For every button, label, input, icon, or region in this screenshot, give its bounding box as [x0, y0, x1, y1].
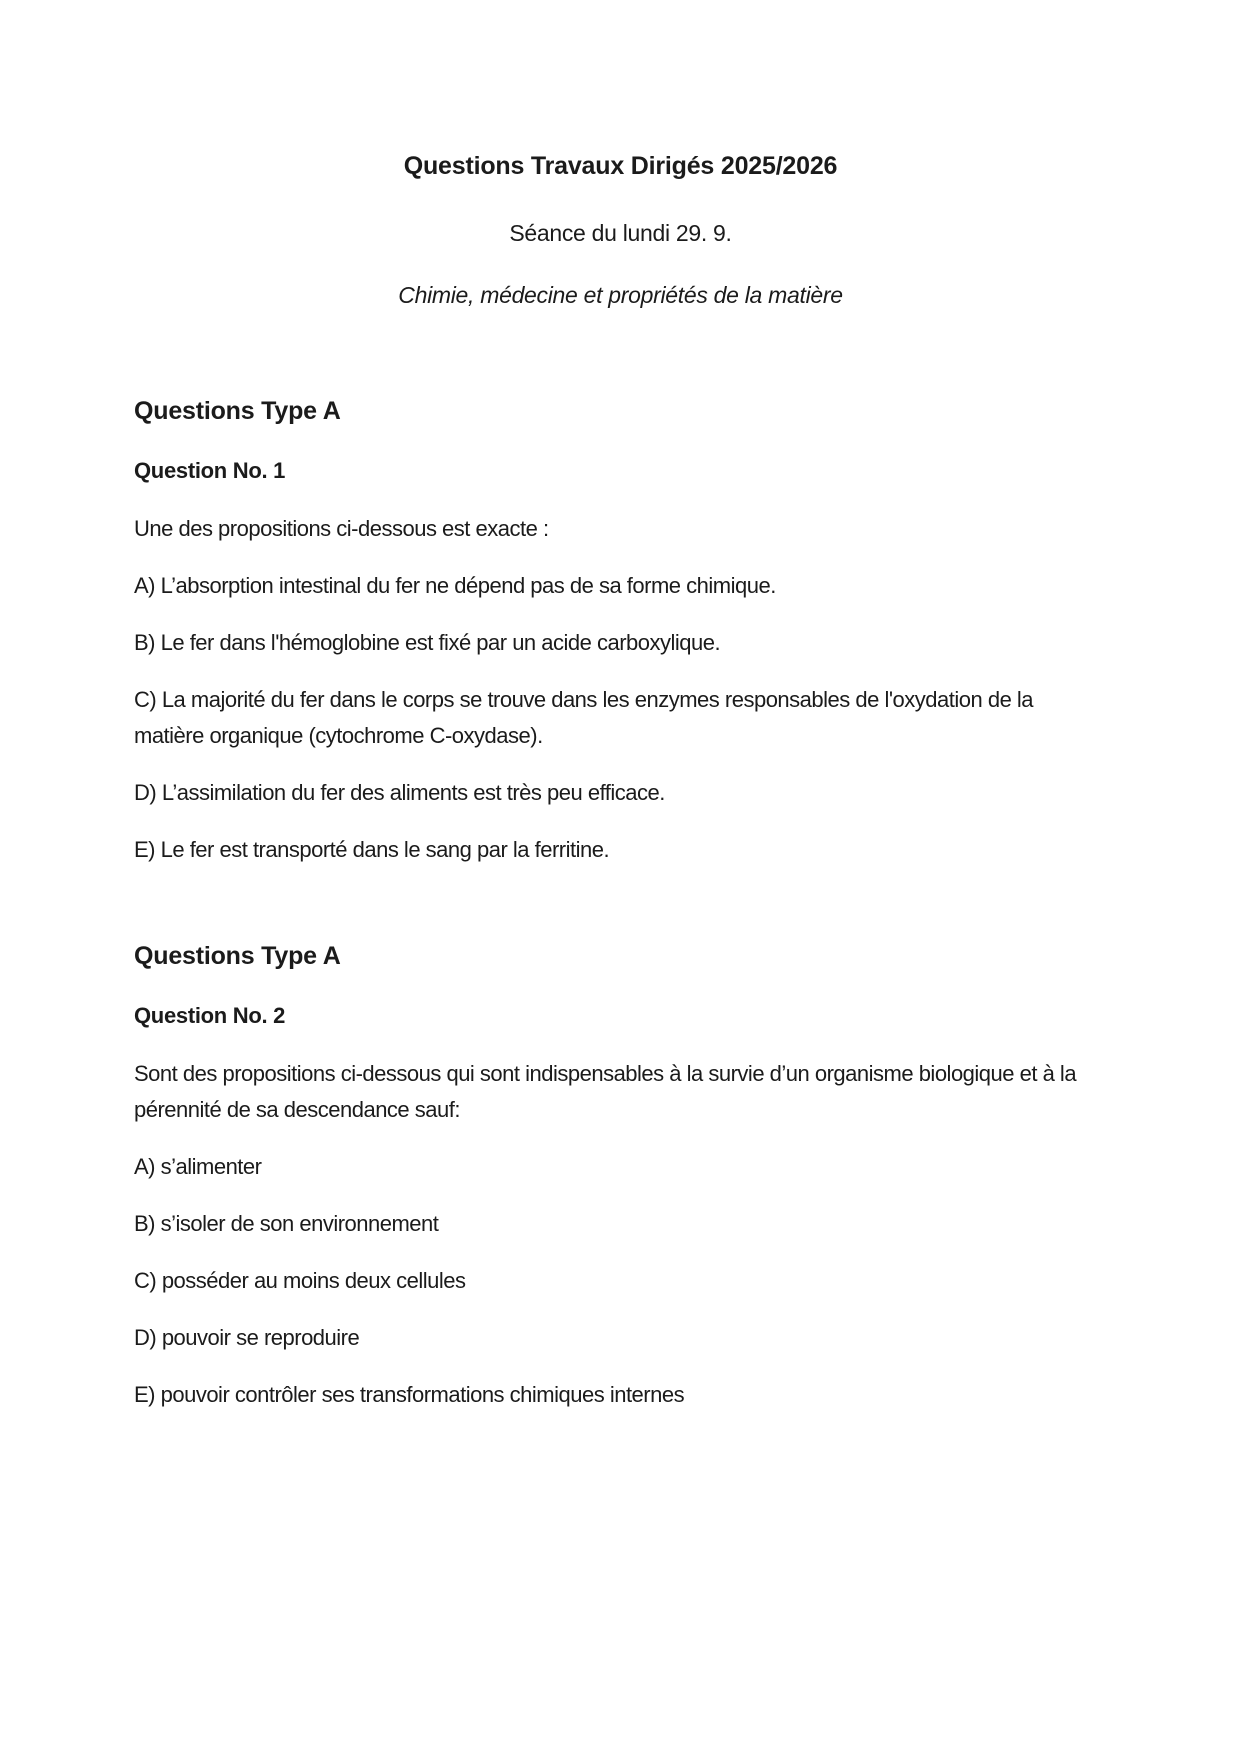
- question-label-1: Question No. 1: [134, 458, 286, 483]
- question-2-option-b: B) s’isoler de son environnement: [134, 1211, 439, 1236]
- question-prompt-2: Sont des propositions ci-dessous qui sont indispensables à la survie d’un organisme biologique et à la pérennité de sa descendance sauf:: [134, 1061, 1077, 1122]
- question-2-option-d: D) pouvoir se reproduire: [134, 1325, 360, 1350]
- question-2-option-a: A) s’alimenter: [134, 1154, 262, 1179]
- question-1-option-d: D) L’assimilation du fer des aliments est très peu efficace.: [134, 780, 665, 805]
- section-heading-2: Questions Type A: [134, 942, 341, 970]
- question-prompt-1: Une des propositions ci-dessous est exacte :: [134, 516, 549, 541]
- question-1-option-c: C) La majorité du fer dans le corps se trouve dans les enzymes responsables de l'oxydation de la matière organique (cytochrome C-oxydase).: [134, 687, 1034, 748]
- section-heading-1: Questions Type A: [134, 397, 341, 425]
- question-section-1: [134, 395, 1107, 868]
- question-section-2: [134, 940, 1107, 1413]
- question-1-option-b: B) Le fer dans l'hémoglobine est fixé par un acide carboxylique.: [134, 630, 721, 655]
- session-subtitle: Séance du lundi 29. 9.: [509, 220, 732, 246]
- question-2-option-c: C) posséder au moins deux cellules: [134, 1268, 466, 1293]
- question-1-option-e: E) Le fer est transporté dans le sang par la ferritine.: [134, 837, 610, 862]
- question-2-option-e: E) pouvoir contrôler ses transformations chimiques internes: [134, 1382, 685, 1407]
- question-1-option-a: A) L’absorption intestinal du fer ne dépend pas de sa forme chimique.: [134, 573, 776, 598]
- topic-subtitle: Chimie, médecine et propriétés de la matière: [398, 282, 843, 308]
- question-label-2: Question No. 2: [134, 1003, 286, 1028]
- document-title: Questions Travaux Dirigés 2025/2026: [403, 152, 838, 180]
